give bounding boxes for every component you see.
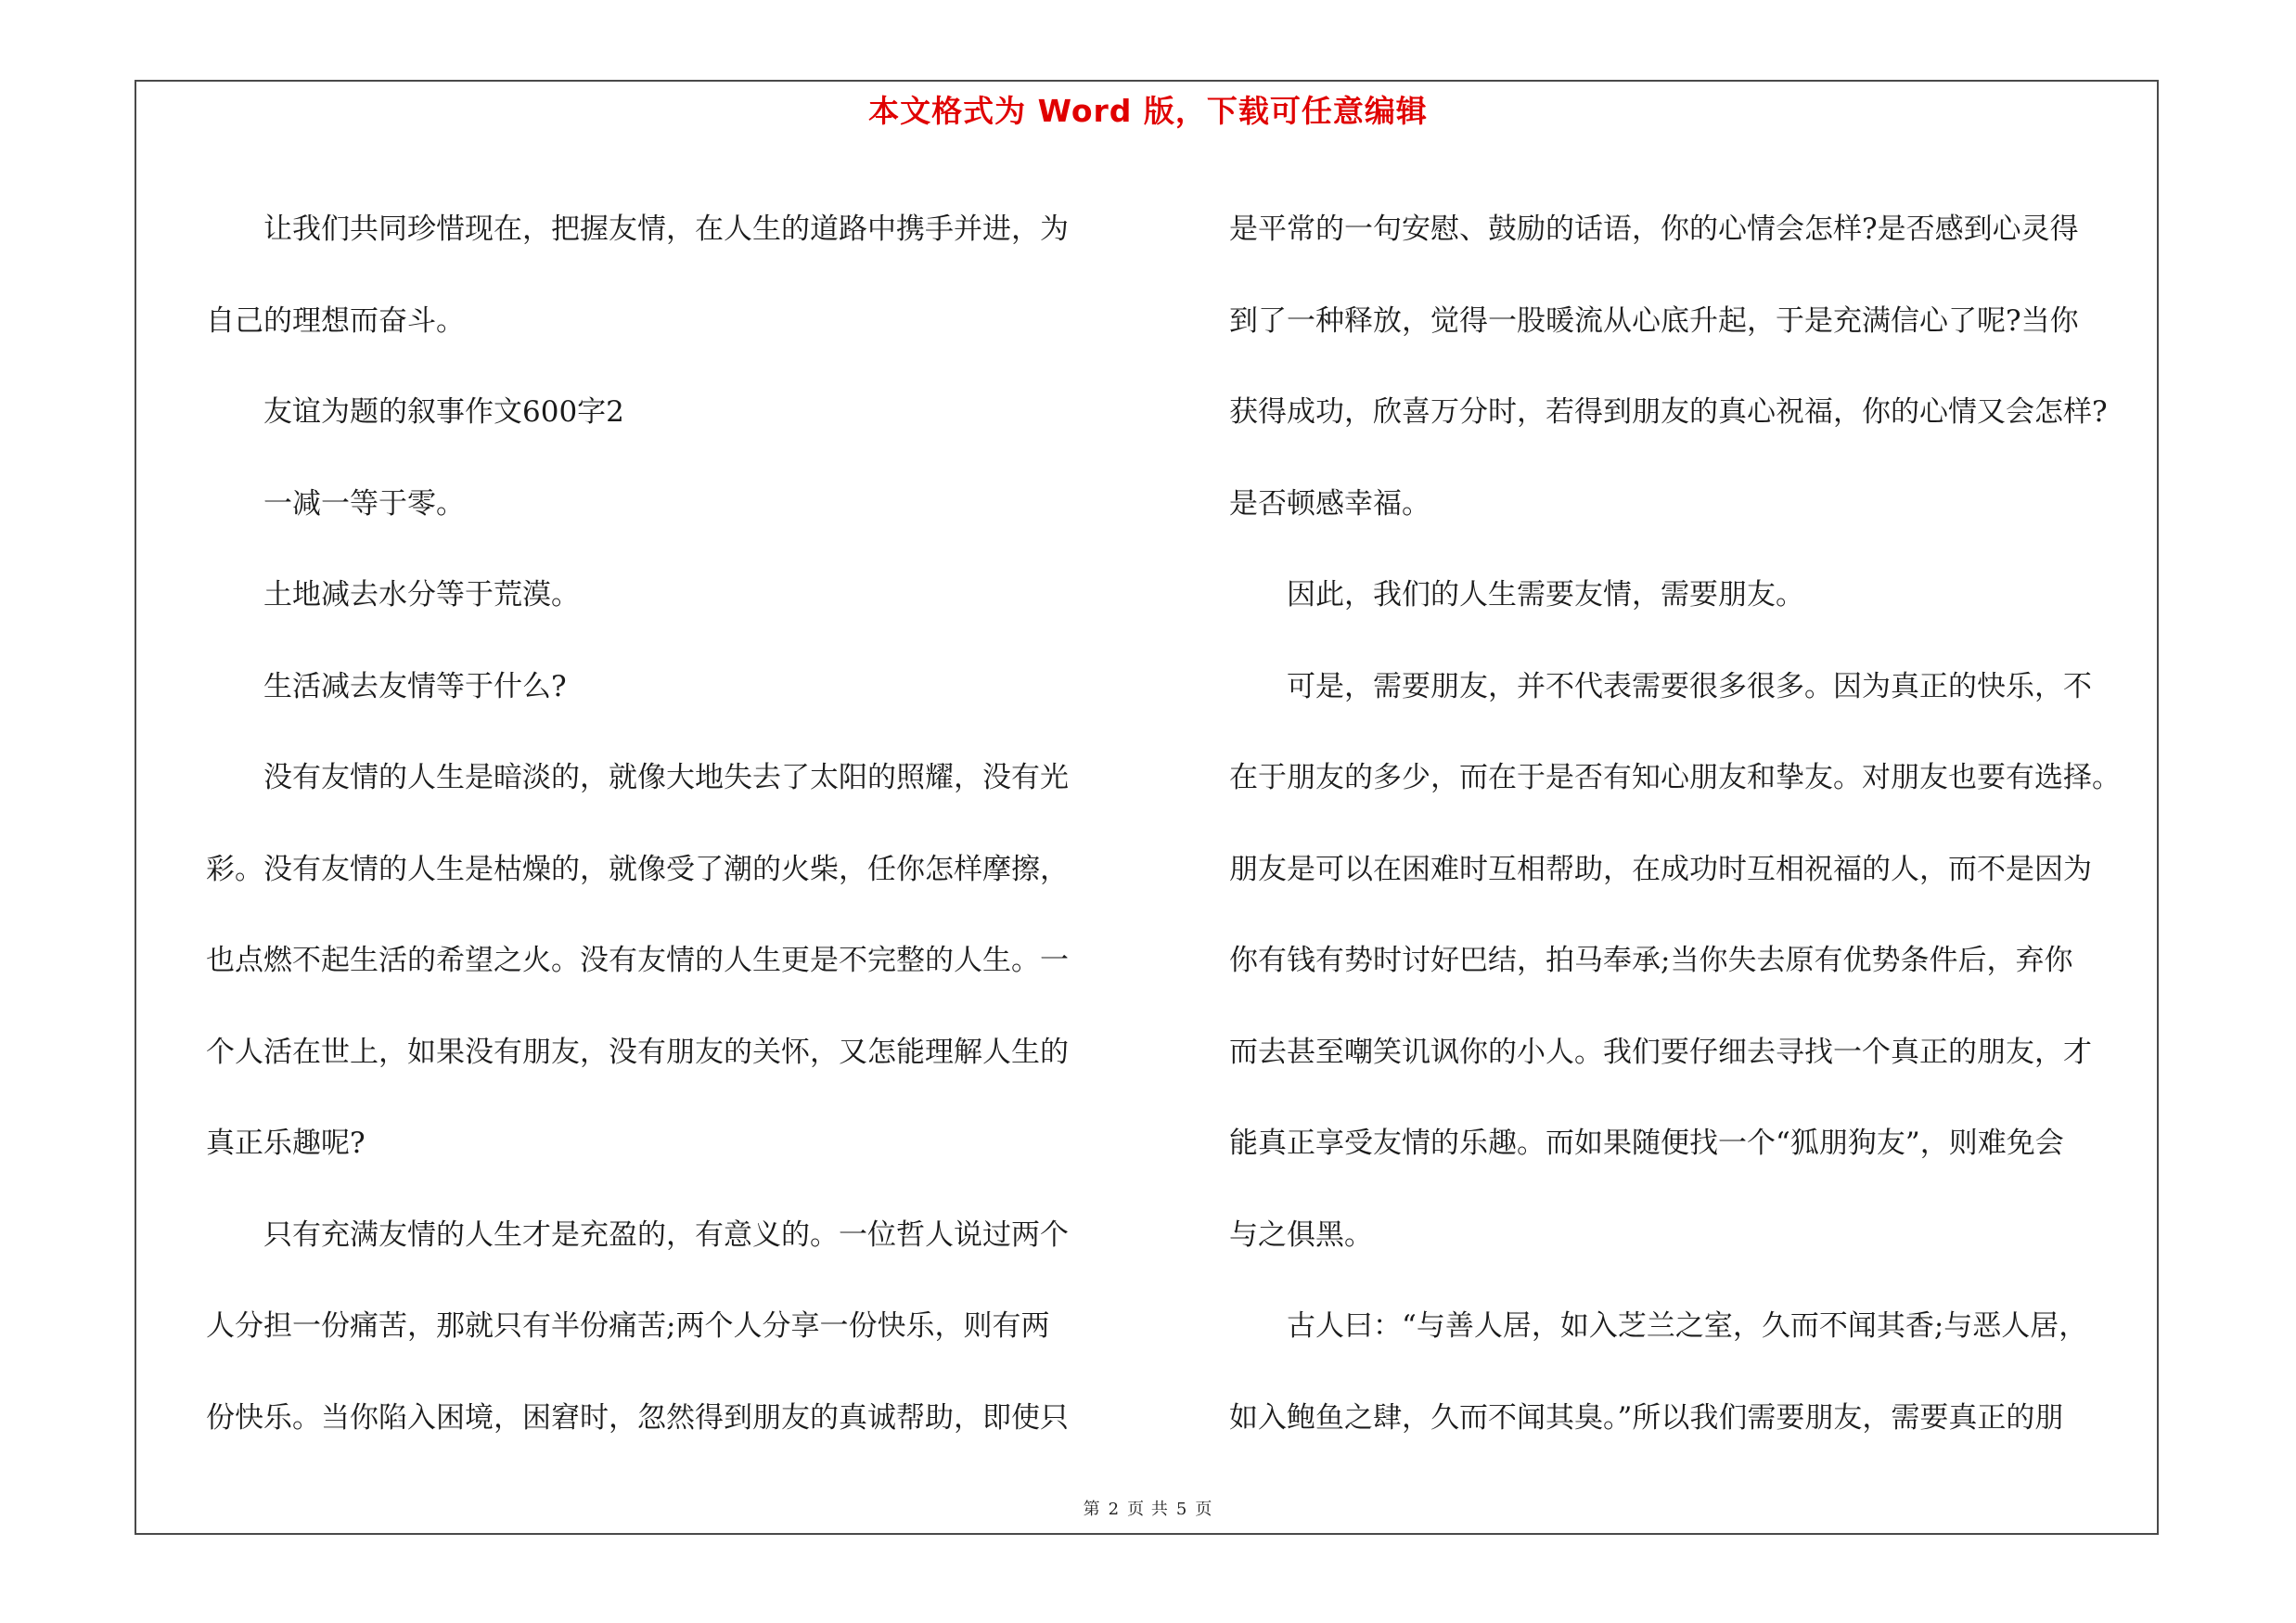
text-line: 是平常的一句安慰、鼓励的话语，你的心情会怎样?是否感到心灵得 [1229, 213, 2079, 246]
text-line: 而去甚至嘲笑讥讽你的小人。我们要仔细去寻找一个真正的朋友，才 [1229, 1035, 2092, 1069]
text-line: 因此，我们的人生需要友情，需要朋友。 [1287, 578, 1804, 612]
text-line: 是否顿感幸福。 [1229, 486, 1430, 521]
current-page-number: 2 [1108, 1500, 1121, 1519]
text-line: 如入鲍鱼之肆，久而不闻其臭。”所以我们需要朋友，需要真正的朋 [1229, 1400, 2064, 1435]
text-line: 友谊为题的叙事作文600字2 [263, 395, 624, 429]
text-line: 自己的理想而奋斗。 [206, 303, 465, 338]
text-line: 与之俱黑。 [1229, 1217, 1373, 1252]
right-column [1229, 184, 2166, 1463]
text-line: 一减一等于零。 [263, 486, 465, 521]
text-line: 生活减去友情等于什么? [263, 669, 567, 703]
text-line: 彩。没有友情的人生是枯燥的，就像受了潮的火柴，任你怎样摩擦， [206, 852, 1069, 886]
total-pages-number: 5 [1175, 1500, 1188, 1519]
text-line: 只有充满友情的人生才是充盈的，有意义的。一位哲人说过两个 [263, 1217, 1069, 1252]
text-line: 朋友是可以在困难时互相帮助，在成功时互相祝福的人，而不是因为 [1229, 852, 2092, 886]
text-line: 个人活在世上，如果没有朋友，没有朋友的关怀，又怎能理解人生的 [206, 1035, 1069, 1069]
text-line: 古人曰：“与善人居，如入芝兰之室，久而不闻其香;与恶人居， [1287, 1309, 2088, 1343]
text-line: 到了一种释放，觉得一股暖流从心底升起，于是充满信心了呢?当你 [1229, 303, 2079, 338]
text-line: 人分担一份痛苦，那就只有半份痛苦;两个人分享一份快乐，则有两 [206, 1309, 1050, 1343]
text-line: 你有钱有势时讨好巴结，拍马奉承;当你失去原有优势条件后，弃你 [1229, 944, 2073, 977]
text-line: 真正乐趣呢? [206, 1127, 366, 1160]
text-line: 份快乐。当你陷入困境，困窘时，忽然得到朋友的真诚帮助，即使只 [206, 1400, 1069, 1435]
text-line: 获得成功，欣喜万分时，若得到朋友的真心祝福，你的心情又会怎样? [1229, 395, 2108, 429]
text-line: 能真正享受友情的乐趣。而如果随便找一个“狐朋狗友”，则难免会 [1229, 1127, 2064, 1160]
text-line: 在于朋友的多少，而在于是否有知心朋友和挚友。对朋友也要有选择。 [1229, 761, 2121, 794]
header-banner: 本文格式为 Word 版，下载可任意编辑 [868, 93, 1428, 129]
text-line: 土地减去水分等于荒漠。 [263, 578, 580, 612]
page-label-suffix: 页 [1195, 1500, 1213, 1519]
left-column [206, 184, 1124, 1463]
page-label-prefix: 第 [1083, 1500, 1101, 1519]
text-line: 让我们共同珍惜现在，把握友情，在人生的道路中携手并进，为 [263, 213, 1069, 246]
text-line: 可是，需要朋友，并不代表需要很多很多。因为真正的快乐，不 [1287, 669, 2092, 703]
page-footer [0, 1496, 2296, 1520]
text-line: 也点燃不起生活的希望之火。没有友情的人生更是不完整的人生。一 [206, 944, 1069, 977]
text-line: 没有友情的人生是暗淡的，就像大地失去了太阳的照耀，没有光 [263, 761, 1069, 794]
page-label-mid: 页 共 [1127, 1500, 1169, 1519]
